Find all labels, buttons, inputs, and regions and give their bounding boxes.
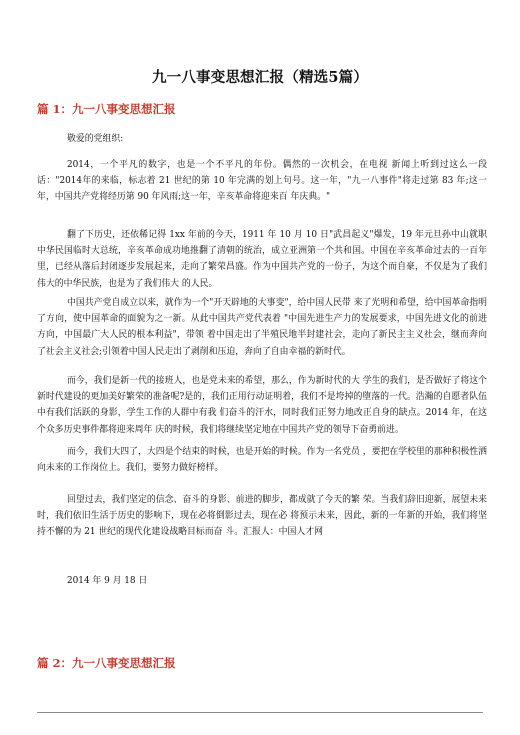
section-heading-1: 篇 1：九一八事变思想汇报 [37,102,176,116]
paragraph-6: 回望过去，我们坚定的信念、奋斗的身影、前进的脚步，都成就了今天的繁 荣。当我们辞旧迎新，展望未来时，我们依旧生活于历史的影响下，现在必将倒影过去，现在必 将预示未来，因此，新的一年新的开始，我们将坚持不懈的为 21 世纪的现代化建设战略目标而奋 斗。汇报人：中国人才网 [37,495,487,538]
page-bottom-divider [37,712,483,713]
salutation: 敬爱的党组织: [67,134,124,144]
paragraph-1: 2014，一个平凡的数字，也是一个不平凡的年份。偶然的一次机会，在电视 新闻上听到过这么一段话："2014年的来临，标志着 21 世纪的第 10 年完满的划上句号。这一年，"九一八事件"将走过第 83 年;这一年，中国共产党将经历第 90 年风雨;这一年，辛亥革命将迎来百 年庆典。" [37,160,487,203]
report-date: 2014 年 9 月 18 日 [67,576,148,586]
paragraph-3: 中国共产党自成立以来，就作为一个"开天辟地的大事变"，给中国人民带 来了光明和希望，给中国革命指明了方向，使中国革命的面貌为之一新。从此中国共产党代表着 "中国先进生产力的发展要求，中国先进文化的前进方向，中国最广大人民的根本利益"，带领 着中国走出了半殖民地半封建社会，走向了新民主主义社会，继而奔向了社会主义社会;引领着中国人民走出了剥削和压迫，奔向了自由幸福的新时代。 [37,298,487,357]
section-heading-2: 篇 2：九一八事变思想汇报 [37,656,176,670]
document-title: 九一八事变思想汇报（精选5篇） [151,69,369,86]
paragraph-2: 翻了下历史，还依稀记得 1xx 年前的今天，1911 年 10 月 10 日"武昌起义"爆发，19 年元旦孙中山就职中华民国临时大总统，辛亥革命成功地推翻了清朝的统治，成立亚洲第一个共和国。中国在辛亥革命过去的一百年里，已经从落后封闭逐步发展起来，走向了繁荣昌盛。作为中国共产党的一份子，为这个而自豪，不仅是为了我们伟大的中华民族，也是为了我们伟大 的人民。 [37,230,487,289]
paragraph-4: 而今，我们是新一代的接班人，也是党未来的希望，那么，作为新时代的大 学生的我们，是否做好了将这个新时代建设的更加美好繁荣的准备呢?是的，我们正用行动证明着，我们不是垮掉的堕落的一代。浩瀚的自愿者队伍中有我们活跃的身影，学生工作的人群中有我 们奋斗的汗水，同时我们正努力地改正自身的缺点。2014 年，在这个众多历史事件都将迎来周年 庆的时候，我们将继续坚定地在中国共产党的领导下奋勇前进。 [37,376,487,435]
paragraph-5: 而今，我们大四了，大四是个结束的时候，也是开始的时候。作为一名党员 ，要把在学校里的那种积极性洒向未来的工作岗位上。我们，要努力做好榜样。 [37,447,487,474]
